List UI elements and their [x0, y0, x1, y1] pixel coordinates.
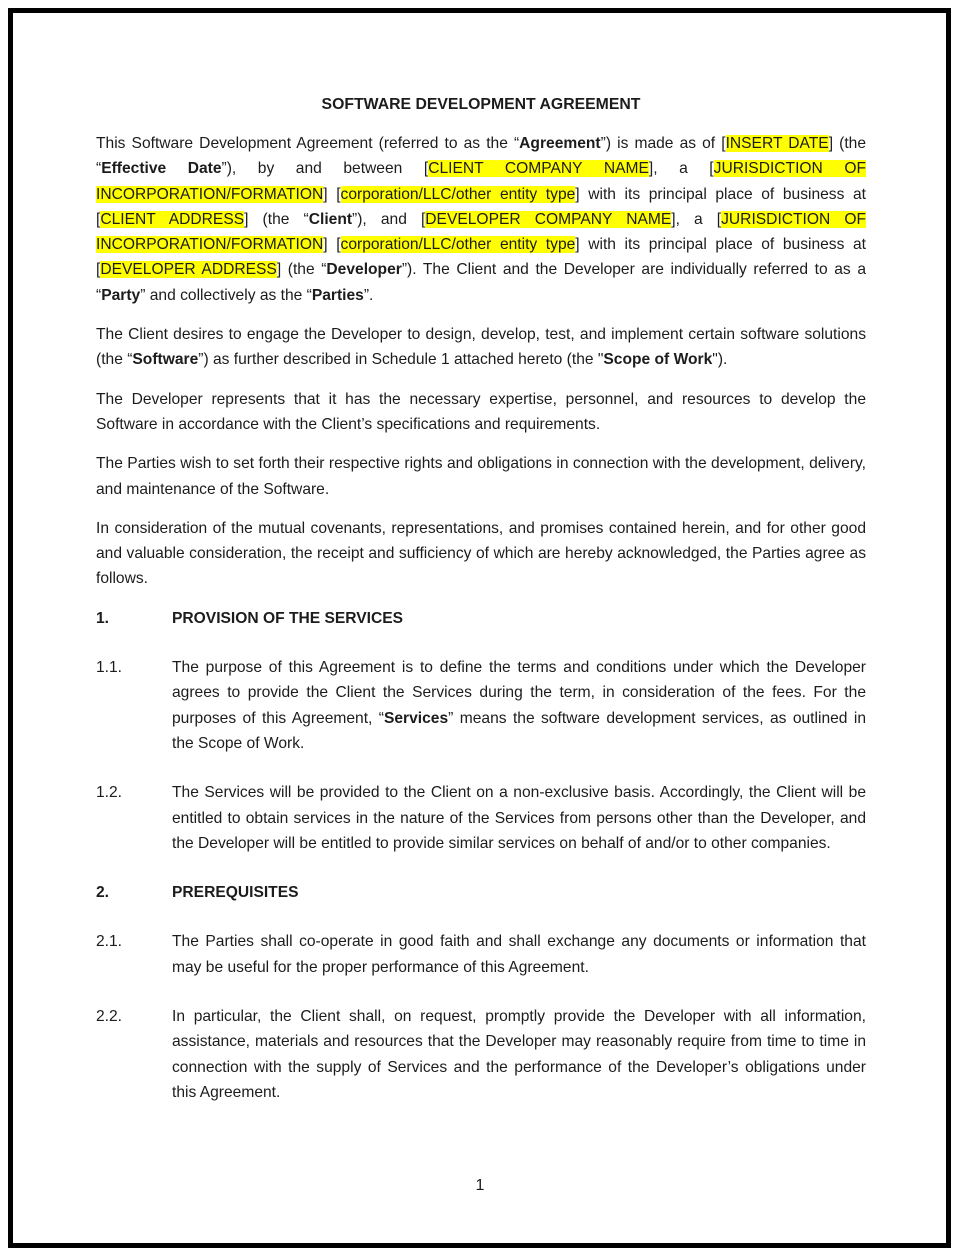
text-run: ] (the “ — [276, 261, 327, 279]
text-run: ] with its principal place of business at [ — [96, 236, 866, 279]
page-number: 1 — [475, 1177, 485, 1194]
section-heading — [96, 606, 866, 631]
text-run: ”) is made as of [ — [600, 135, 726, 152]
text-run: The Client desires to engage the Developer to design, develop, test, and implement certain software solutions (the “ — [96, 326, 866, 369]
paragraph — [96, 131, 866, 308]
bold-text-run: Client — [308, 210, 353, 228]
section-number: 1. — [96, 609, 110, 627]
paragraph — [96, 451, 866, 502]
sections — [96, 606, 866, 1105]
text-run: The purpose of this Agreement is to define the terms and conditions under which the Developer agrees to provide the Client the Services during the term, in consideration of the fees. For the purposes of this Agreement, “ — [172, 659, 866, 727]
text-run: In particular, the Client shall, on request, promptly provide the Developer with all information, assistance, materials and resources that the Developer may reasonably require from time to time in connection with the supply of Services and the performance of the Developer’s obligations under this Agreement. — [172, 1008, 866, 1101]
text-run: ], a [ — [671, 210, 722, 228]
text-run: ] [ — [323, 236, 341, 254]
bold-text-run: Parties — [311, 286, 364, 304]
highlighted-placeholder: JURISDICTION OF INCORPORATION/FORMATION — [96, 160, 866, 203]
text-run: ”. — [363, 286, 374, 304]
highlighted-placeholder: corporation/LLC/other entity type — [340, 185, 576, 203]
bold-text-run: Effective Date — [101, 160, 222, 178]
text-run: ”), by and between [ — [221, 160, 429, 178]
highlighted-placeholder: corporation/LLC/other entity type — [340, 236, 576, 254]
clause-number: 2.2. — [96, 1008, 123, 1026]
clause-number: 2.1. — [96, 933, 123, 951]
section-heading — [96, 880, 866, 905]
clause-text — [172, 929, 866, 980]
clause-text — [172, 1004, 866, 1105]
text-run: ] [ — [323, 185, 341, 203]
numbered-clause — [96, 929, 866, 980]
text-run: ” means the software development services, as outlined in the Scope of Work. — [172, 709, 866, 752]
numbered-clause — [96, 1004, 866, 1105]
text-run: ] (the “ — [96, 135, 866, 178]
text-run: ”), and [ — [352, 210, 426, 228]
intro-paragraphs — [96, 131, 866, 592]
text-run: ] (the “ — [244, 210, 309, 228]
paragraph — [96, 322, 866, 373]
bold-text-run: Developer — [326, 261, 402, 279]
text-run: ” and collectively as the “ — [140, 286, 312, 304]
paragraph — [96, 516, 866, 592]
bold-text-run: Software — [132, 351, 199, 369]
text-run: ] with its principal place of business at [ — [96, 185, 866, 228]
document-title: SOFTWARE DEVELOPMENT AGREEMENT — [321, 96, 641, 113]
highlighted-placeholder: DEVELOPER COMPANY NAME — [425, 210, 672, 228]
highlighted-placeholder: CLIENT ADDRESS — [100, 210, 245, 228]
text-run: The Developer represents that it has the necessary expertise, personnel, and resources to develop the Software in accordance with the Client’s specifications and requirements. — [96, 390, 866, 433]
bold-text-run: Scope of Work — [603, 351, 713, 369]
bold-text-run: Agreement — [519, 135, 601, 152]
section-number: 2. — [96, 884, 110, 902]
text-run: ”) as further described in Schedule 1 attached hereto (the " — [198, 351, 604, 369]
highlighted-placeholder: JURISDICTION OF INCORPORATION/FORMATION — [96, 210, 867, 254]
numbered-clause — [96, 780, 866, 856]
clause-text — [172, 780, 866, 856]
paragraph — [96, 387, 866, 438]
highlighted-placeholder: CLIENT COMPANY NAME — [428, 160, 649, 178]
bold-text-run: Party — [101, 286, 141, 304]
clause-number: 1.2. — [96, 784, 123, 802]
clause-text — [172, 655, 866, 756]
section-title: PREREQUISITES — [172, 884, 299, 902]
clause-number: 1.1. — [96, 659, 123, 677]
text-run: "). — [712, 351, 728, 369]
text-run: ], a [ — [648, 160, 714, 178]
text-run: The Parties wish to set forth their respective rights and obligations in connection with the development, delivery, and maintenance of the Software. — [96, 455, 866, 498]
text-run: This Software Development Agreement (referred to as the “ — [96, 135, 520, 152]
section-title: PROVISION OF THE SERVICES — [172, 609, 404, 627]
highlighted-placeholder: DEVELOPER ADDRESS — [100, 261, 277, 279]
document-content — [96, 92, 866, 1129]
highlighted-placeholder: INSERT DATE — [725, 135, 829, 152]
text-run: ”). The Client and the Developer are individually referred to as a “ — [96, 261, 866, 304]
bold-text-run: Services — [383, 709, 449, 727]
text-run: The Services will be provided to the Client on a non-exclusive basis. Accordingly, the Client will be entitled to obtain services in the nature of the Services from persons other than the Developer, and the Developer will be entitled to provide similar services on behalf of and/or to other companies. — [172, 784, 866, 852]
text-run: In consideration of the mutual covenants, representations, and promises contained herein, and for other good and valuable consideration, the receipt and sufficiency of which are hereby acknowledged, the Parties agree as follows. — [96, 519, 866, 588]
numbered-clause — [96, 655, 866, 756]
text-run: The Parties shall co-operate in good faith and shall exchange any documents or information that may be useful for the proper performance of this Agreement. — [172, 933, 866, 976]
